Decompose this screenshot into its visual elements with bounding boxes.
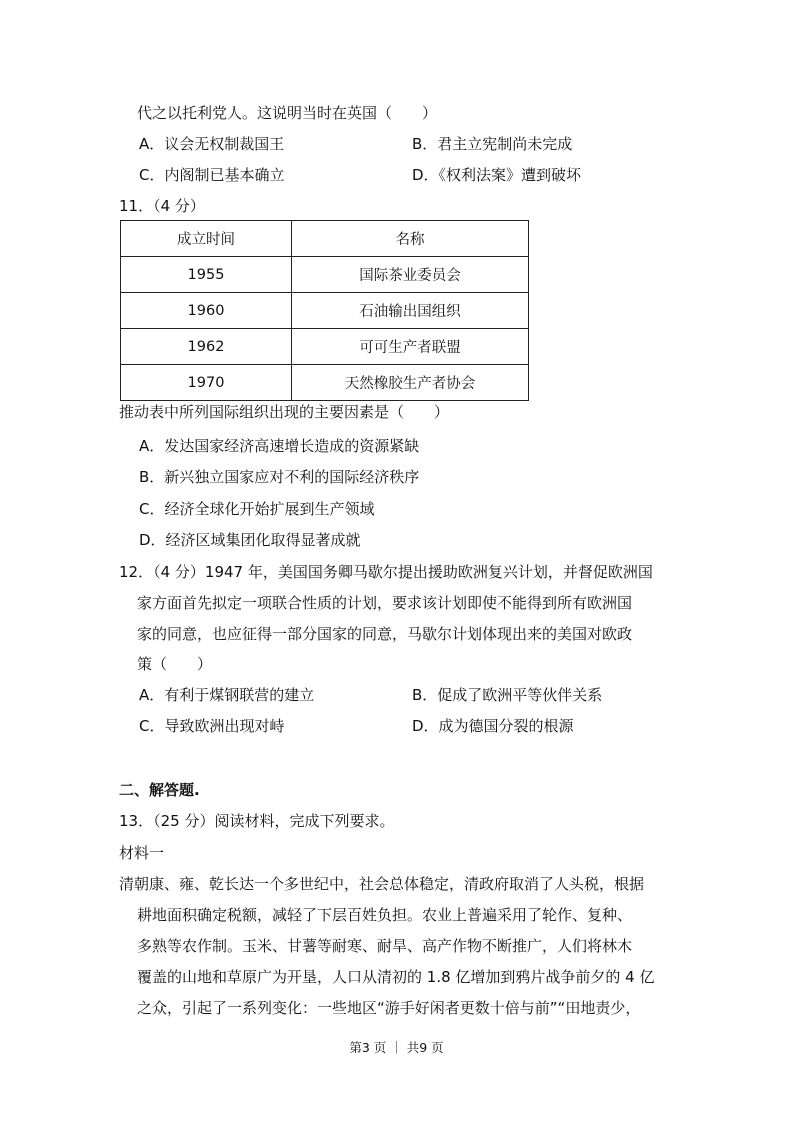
q12-line: 12．（4 分）1947 年，美国国务卿马歇尔提出援助欧洲复兴计划，并督促欧洲国 <box>119 563 653 581</box>
material-line: 清朝康、雍、乾长达一个多世纪中，社会总体稳定，清政府取消了人头税，根据 <box>119 875 645 893</box>
q11-table <box>120 220 529 401</box>
table-cell: 天然橡胶生产者协会 <box>292 365 529 401</box>
q11-header: 11．（4 分） <box>119 197 205 215</box>
q11-option-a: A．发达国家经济高速增长造成的资源紧缺 <box>139 437 420 455</box>
q12-option-a: A．有利于煤钢联营的建立 <box>139 686 315 704</box>
table-cell: 1955 <box>121 257 292 293</box>
q12-line: 策（ ） <box>137 655 213 673</box>
column-header: 成立时间 <box>121 221 292 257</box>
q11-option-d: D．经济区域集团化取得显著成就 <box>139 531 361 549</box>
q11-stem: 推动表中所列国际组织出现的主要因素是（ ） <box>119 403 450 421</box>
table-cell: 可可生产者联盟 <box>292 329 529 365</box>
q12-option-d: D．成为德国分裂的根源 <box>412 717 574 735</box>
q12-option-c: C．导致欧洲出现对峙 <box>139 717 285 735</box>
table-row <box>121 257 529 293</box>
table-cell: 石油输出国组织 <box>292 293 529 329</box>
table-row <box>121 365 529 401</box>
table-cell: 1960 <box>121 293 292 329</box>
table-cell: 国际茶业委员会 <box>292 257 529 293</box>
material-line: 多熟等农作制。玉米、甘薯等耐寒、耐旱、高产作物不断推广，人们将林木 <box>137 937 633 955</box>
table-row <box>121 293 529 329</box>
table-row <box>121 329 529 365</box>
q10-option-d: D．《权利法案》遭到破坏 <box>412 166 582 184</box>
q11-option-c: C．经济全球化开始扩展到生产领域 <box>139 500 375 518</box>
q12-line: 家方面首先拟定一项联合性质的计划，要求该计划即使不能得到所有欧洲国 <box>137 594 633 612</box>
material-label: 材料一 <box>119 844 165 862</box>
q12-option-b: B．促成了欧洲平等伙伴关系 <box>412 686 603 704</box>
table-cell: 1970 <box>121 365 292 401</box>
table-cell: 1962 <box>121 329 292 365</box>
q11-option-b: B．新兴独立国家应对不利的国际经济秩序 <box>139 468 420 486</box>
section-heading: 二、解答题. <box>119 781 200 799</box>
material-line: 耕地面积确定税额，减轻了下层百姓负担。农业上普遍采用了轮作、复种、 <box>137 906 633 924</box>
table-header-row <box>121 221 529 257</box>
q13-header: 13．（25 分）阅读材料，完成下列要求。 <box>119 812 395 830</box>
q10-option-a: A．议会无权制裁国王 <box>139 135 285 153</box>
q10-option-b: B．君主立宪制尚未完成 <box>412 135 573 153</box>
q12-line: 家的同意，也应征得一部分国家的同意，马歇尔计划体现出来的美国对欧政 <box>137 625 633 643</box>
q10-stem: 代之以托利党人。这说明当时在英国（ ） <box>137 104 438 122</box>
material-line: 覆盖的山地和草原广为开垦，人口从清初的 1.8 亿增加到鸦片战争前夕的 4 亿 <box>137 968 655 986</box>
column-header: 名称 <box>292 221 529 257</box>
material-line: 之众，引起了一系列变化：一些地区“游手好闲者更数十倍与前”“田地责少， <box>137 999 641 1017</box>
page-footer: 第3 页 ｜ 共9 页 <box>349 1040 444 1055</box>
q10-option-c: C．内阁制已基本确立 <box>139 166 285 184</box>
